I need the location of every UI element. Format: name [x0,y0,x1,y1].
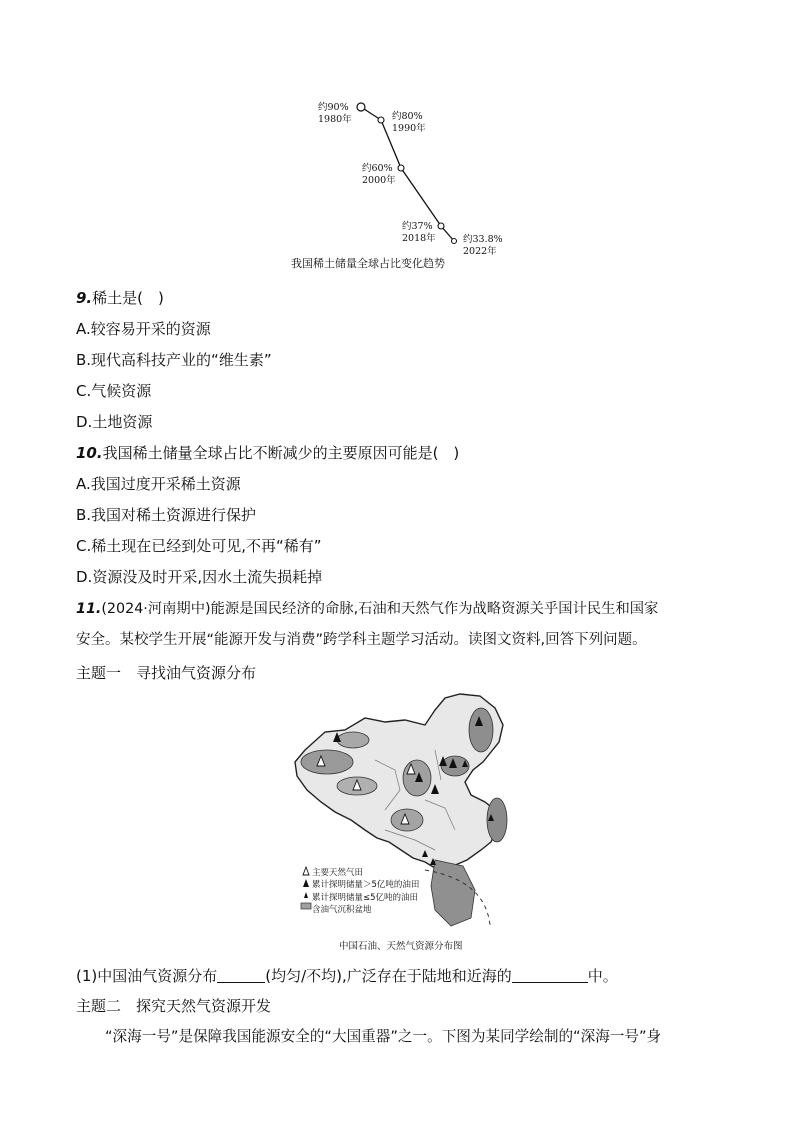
trend-point-2000 [398,165,404,171]
question-9-stem: 9.稀土是( ) [76,289,164,307]
question-10-number: 10. [76,444,103,462]
topic-2-paragraph: “深海一号”是保障我国能源安全的“大国重器”之一。下图为某同学绘制的“深海一号”身 [105,1028,662,1045]
trend-point-1990 [378,117,384,123]
question-9-option-d: D.土地资源 [76,413,153,431]
answer-blank-2[interactable] [512,968,588,983]
map-caption: 中国石油、天然气资源分布图 [339,941,463,952]
trend-point-1980 [357,103,365,111]
question-10-option-b: B.我国对稀土资源进行保护 [76,506,257,524]
point-label-2018: 约37% 2018年 [402,221,436,244]
question-10-option-d: D.资源没及时开采,因水土流失损耗掉 [76,568,323,586]
legend-large-oil-field-icon [303,879,309,887]
point-label-1990: 约80% 1990年 [392,111,426,134]
question-10-option-a: A.我国过度开采稀土资源 [76,475,241,493]
trend-point-2018 [438,223,444,229]
topic-1-heading: 主题一 寻找油气资源分布 [76,664,257,682]
legend-gas-field-icon [303,867,309,875]
question-9-option-a: A.较容易开采的资源 [76,320,211,338]
question-11-number: 11. [76,601,102,617]
trend-point-2022 [452,239,457,244]
topic-2-heading: 主题二 探究天然气资源开发 [76,997,272,1015]
question-10-stem: 10.我国稀土储量全球占比不断减少的主要原因可能是( ) [76,444,460,462]
question-11-stem-line2: 安全。某校学生开展“能源开发与消费”跨学科主题学习活动。读图文资料,回答下列问题。 [76,632,647,648]
legend-basin-icon [301,903,311,909]
legend-large-oil-field-label: 累计探明储量＞5亿吨的油田 [312,880,420,890]
answer-blank-1[interactable] [217,968,265,983]
question-11-stem-line1: 11.(2024·河南期中)能源是国民经济的命脉,石油和天然气作为战略资源关乎国计民生和国家 [76,601,659,617]
basin-south-china-sea [431,860,475,926]
basin-junggar [337,732,369,748]
legend-small-oil-field-label: 累计探明储量≤5亿吨的油田 [312,893,419,903]
legend-small-oil-field-icon [304,892,308,898]
question-9-number: 9. [76,289,93,307]
legend-basin-label: 含油气沉积盆地 [312,905,372,915]
trend-chart-caption: 我国稀土储量全球占比变化趋势 [291,257,445,270]
question-9-option-c: C.气候资源 [76,382,152,400]
point-label-1980: 约90% 1980年 [318,102,352,125]
point-label-2022: 约33.8% 2022年 [463,234,503,257]
question-10-option-c: C.稀土现在已经到处可见,不再“稀有” [76,537,322,555]
sub-question-1: (1)中国油气资源分布 (均匀/不均),广泛存在于陆地和近海的 中。 [76,967,618,985]
basin-songliao [469,708,493,752]
legend-gas-field-label: 主要天然气田 [312,868,364,878]
point-label-2000: 约60% 2000年 [362,163,396,186]
question-9-option-b: B.现代高科技产业的“维生素” [76,351,272,369]
basin-tarim [301,750,353,774]
